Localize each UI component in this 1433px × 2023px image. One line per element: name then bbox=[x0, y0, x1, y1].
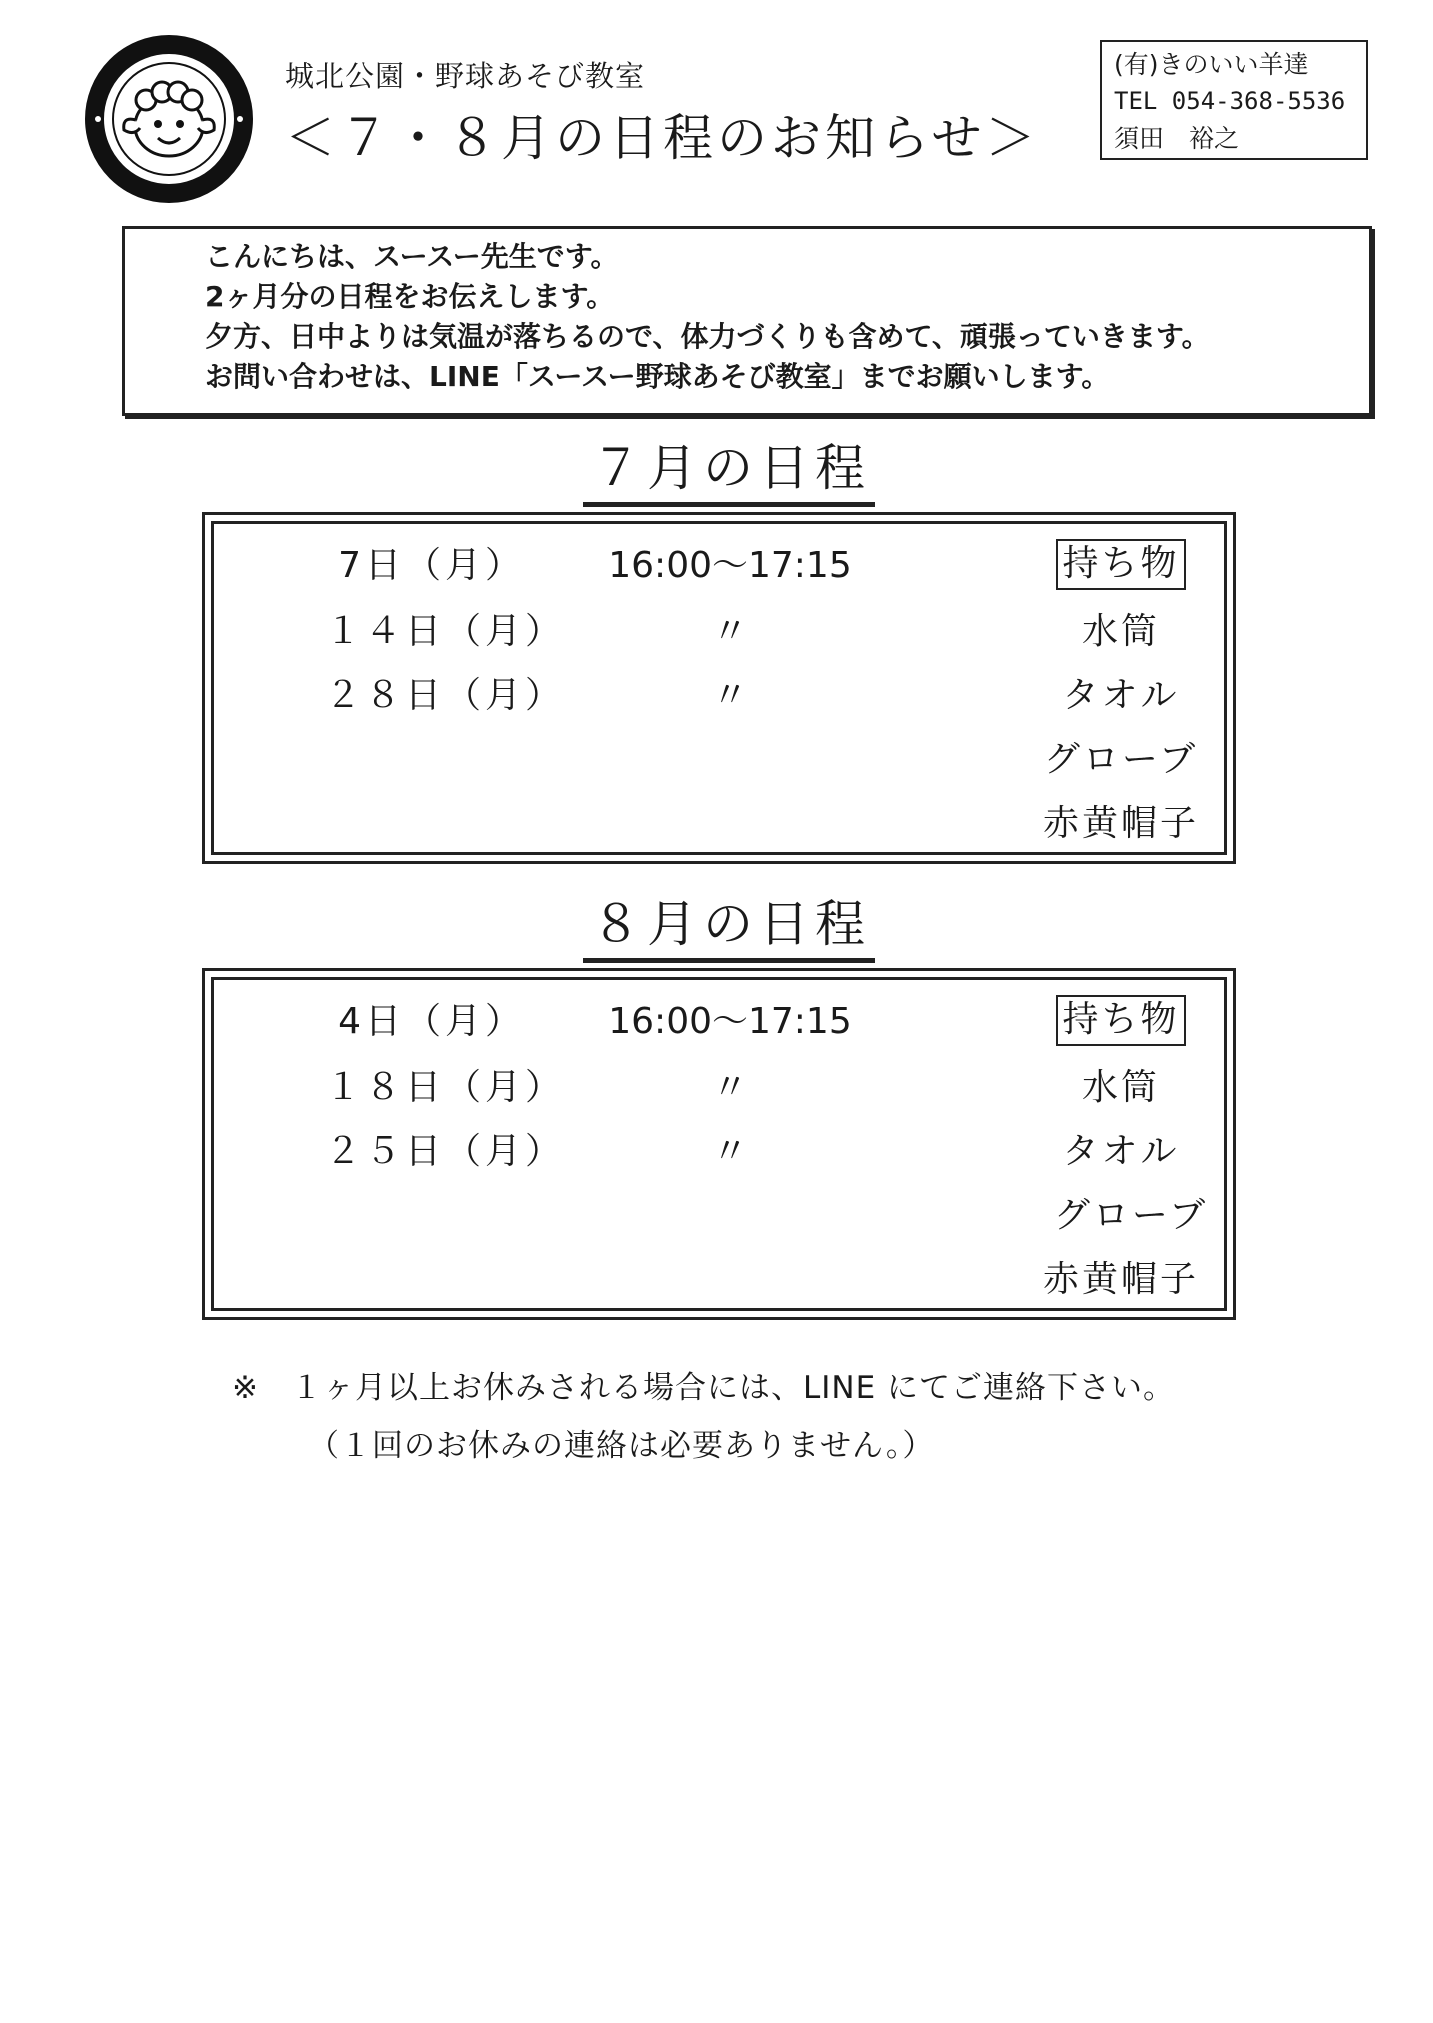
schedule-time: 〃 bbox=[711, 1131, 748, 1172]
page-title: ＜７・８月の日程のお知らせ＞ bbox=[285, 109, 1040, 167]
intro-line: 夕方、日中よりは気温が落ちるので、体力づくりも含めて、頑張っていきます。 bbox=[205, 320, 1210, 353]
phone-number: TEL 054-368-5536 bbox=[1114, 87, 1346, 115]
item: グローブ bbox=[1053, 1195, 1209, 1236]
intro-line: お問い合わせは、LINE「スースー野球あそび教室」までお願いします。 bbox=[205, 360, 1110, 393]
item: 水筒 bbox=[1081, 611, 1160, 652]
intro-line: 2ヶ月分の日程をお伝えします。 bbox=[205, 280, 615, 313]
july-schedule-box bbox=[202, 512, 1236, 864]
item: 水筒 bbox=[1081, 1067, 1160, 1108]
items-header-label: 持ち物 bbox=[1056, 539, 1185, 590]
schedule-time: 〃 bbox=[711, 675, 748, 716]
schedule-time: 16:00〜17:15 bbox=[608, 545, 852, 586]
intro-line: こんにちは、スースー先生です。 bbox=[205, 240, 619, 273]
note-line: （１回のお休みの連絡は必要ありません。） bbox=[308, 1428, 935, 1464]
schedule-time: 〃 bbox=[711, 1067, 748, 1108]
schedule-date: １８日（月） bbox=[325, 1067, 566, 1108]
items-header-label: 持ち物 bbox=[1056, 995, 1185, 1046]
school-name: 城北公園・野球あそび教室 bbox=[285, 59, 646, 93]
note-line: ※ １ヶ月以上お休みされる場合には、LINE にてご連絡下さい。 bbox=[232, 1370, 1176, 1406]
items-header bbox=[1021, 535, 1221, 586]
schedule-date: 7日（月） bbox=[338, 545, 525, 586]
company-name: (有)きのいい羊達 bbox=[1114, 50, 1309, 79]
august-schedule-box bbox=[202, 968, 1236, 1320]
logo bbox=[84, 34, 254, 204]
item: タオル bbox=[1062, 1131, 1180, 1172]
schedule-date: １４日（月） bbox=[325, 611, 566, 652]
schedule-time: 〃 bbox=[711, 611, 748, 652]
sheep-icon bbox=[84, 34, 254, 204]
schedule-date: ２５日（月） bbox=[325, 1131, 566, 1172]
item: グローブ bbox=[1043, 739, 1199, 780]
contact-person: 須田 裕之 bbox=[1114, 124, 1240, 153]
item: 赤黄帽子 bbox=[1042, 803, 1199, 844]
intro-box bbox=[122, 226, 1372, 416]
items-header bbox=[1021, 991, 1221, 1042]
contact-box bbox=[1100, 40, 1368, 160]
august-title: ８月の日程 bbox=[583, 884, 875, 963]
schedule-time: 16:00〜17:15 bbox=[608, 1001, 852, 1042]
item: タオル bbox=[1062, 675, 1180, 716]
july-title: ７月の日程 bbox=[583, 428, 875, 507]
item: 赤黄帽子 bbox=[1042, 1259, 1199, 1300]
schedule-date: ２８日（月） bbox=[325, 675, 566, 716]
schedule-date: 4日（月） bbox=[338, 1001, 525, 1042]
